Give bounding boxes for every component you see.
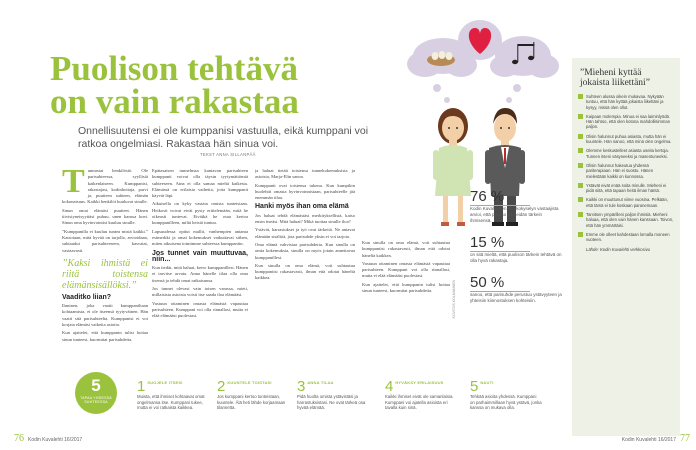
page-number-right: 77 bbox=[680, 433, 690, 444]
tip-item bbox=[297, 380, 369, 411]
tip-number: 5 bbox=[470, 378, 479, 395]
stat-block bbox=[470, 274, 562, 304]
column-2 bbox=[152, 168, 248, 368]
col1-paragraph: unnustat henkilöstö. Ole parisuhteessa, syyllisiä kaikenlaiseen. Kumppanisi, rakastajasi, kodinhoitaja, parvi ja, puutteen suhteen, elämän kokonaisuus. Kaikki henkilöt kuuluvat sinulle. bbox=[62, 168, 148, 205]
article-title: Puolison tehtävä on vain rakastaa bbox=[50, 49, 299, 121]
square-bullet-icon bbox=[578, 148, 583, 153]
page-number-left: 76 bbox=[14, 433, 24, 444]
tip-text: Muista, että ihmiset kohtaavat omat ongelmansa itse. Kumppani tukee, mutta ei voi ratkaista kaikkea. bbox=[137, 394, 205, 410]
sidebar-item: Olisin halunnut puhua asiasta, mutta hän ei kuuntele. Hän sanoo, että minä olen ongelma. bbox=[572, 134, 680, 149]
sidebar-item: Suhteen alussa oikein mukavaa. Nykyään tuntuu, että hän kyttää jokaista liikettäni ja kysyy, missä olen ollut. bbox=[572, 94, 680, 114]
tip-item bbox=[470, 380, 542, 411]
footer-left bbox=[14, 428, 134, 446]
column-3 bbox=[255, 168, 355, 368]
sidebar-item: Kaipaan molempia. Minua ei saa laiminlyödä. Hän tahtoo, että olen kotona mahdollisimman paljon. bbox=[572, 114, 680, 134]
stat-value: 76 % bbox=[470, 188, 505, 205]
square-bullet-icon bbox=[578, 197, 583, 202]
sidebar-item: Ystävät eivät enää soita minulle. Mieheni ei pidä siitä, että tapaan heitä ilman häntä. bbox=[572, 183, 680, 198]
col4-paragraph: Vastuun ottaminen omasta elämästä vapauttaa parisuhteen. Kumppani voi olla rinnallasi, mutta ei elää elämääsi puolestasi. bbox=[362, 260, 450, 279]
column-4 bbox=[362, 240, 450, 365]
column-1 bbox=[62, 168, 148, 368]
sidebar-item: Kaikki on muuttunut viime vuosina. Pelkään, että tämä ei tule koskaan paranemaan. bbox=[572, 197, 680, 212]
col4-paragraph: Kun sinulla on oma elämä, voit suhtautua kumppaniisi rakastavasti, ilman että odotat häneltä kaikkea. bbox=[362, 240, 450, 258]
tip-text: Pidä huolta omista ystävistäsi ja harrastuksistasi. Ne ovat tärkeä osa hyvää elämää. bbox=[297, 394, 366, 410]
article-lead: Onnellisuutensi ei ole kumppanisi vastuulla, eikä kumppani voi ratkoa ongelmiasi. Rakastaa hän sinua voi. bbox=[78, 125, 369, 150]
stat-text: sanoo, että parisuhde perustuu ystävyyteen ja yhteisiin kiinnostuksen kohteisiin. bbox=[470, 292, 562, 303]
col3-paragraph: Kun sinulla on oma elämä, voit suhtautua kumppaniisi rakastavasti, ilman että odotat häneltä kaikkea. bbox=[255, 262, 355, 281]
col1-paragraph: Kun ajattelet, että kumppanin tulisi hoitaa sinun tunteesi, kuormitat parisuhdetta. bbox=[62, 330, 148, 342]
square-bullet-icon bbox=[578, 94, 583, 99]
square-bullet-icon bbox=[578, 232, 583, 237]
col2-paragraph: Aikuisella on kyky vastata omista tunteistaan. Heikosti voivat eivät pysty erittelemään, mitä he oikeasti tuntevat. Eivätkä he osaa kertoa kumppanilleen, miltä heistä tuntuu. bbox=[152, 201, 248, 226]
footer-text-left: Kodin Kuvalehti 16/2017 bbox=[28, 437, 83, 443]
tip-number: 2 bbox=[217, 378, 226, 395]
col2-paragraph: Lapsuudessa opitut mallit, vanhempien antama esimerkki ja omat kokemukset vaikuttavat siihen, miten aikuisena toimimme suhteessa kumppaniin. bbox=[152, 228, 248, 247]
sidebar-title: ”Mieheni kyttää jokaista liikettäni” bbox=[580, 68, 650, 88]
col3-paragraph: Ystävät, harrastukset ja työ ovat tärkeitä. Ne antavat elämään sisältöä, jota parisuhde yksin ei voi tarjota. bbox=[255, 227, 355, 239]
tip-item bbox=[385, 380, 457, 411]
col2-paragraph: Vastuun ottaminen omasta elämästä vapauttaa parisuhteen. Kumppani voi olla rinnallasi, mutta ei elää elämääsi puolestasi. bbox=[152, 300, 248, 319]
sidebar-item: Tarvitsen ympärilleni paljon ihmisiä. Mieheni haluaa, että olen vain hänen kanssaan. Toivon, että hän ymmärtäisi. bbox=[572, 212, 680, 232]
stats-column bbox=[470, 188, 562, 368]
stat-value: 15 % bbox=[470, 234, 505, 251]
stat-block bbox=[470, 188, 562, 224]
footer-right bbox=[600, 428, 690, 446]
tip-title: NAUTI bbox=[480, 380, 494, 385]
square-bullet-icon bbox=[578, 183, 583, 188]
tip-item bbox=[217, 380, 289, 411]
col2-paragraph: Jos tunnet olevasi vain toisen varassa, mieti, millaisista asioista voisit itse saada iloa elämääsi. bbox=[152, 286, 248, 298]
tip-text: Jos kumppani kertoo tunteistaan, kuuntele. Älä heti lähde korjaamaan tilannetta. bbox=[217, 394, 286, 410]
square-bullet-icon bbox=[578, 212, 583, 217]
square-bullet-icon bbox=[578, 134, 583, 139]
sidebar-item: Olisin halunnut hakeutua yhdessä pariterapiaan. Hän ei suostu. Hänen mielestään kaikki on kunnossa. bbox=[572, 163, 680, 183]
tip-text: Kaikki ihmiset eivät ole samanlaisia. Kumppani voi ajatella asioista eri tavalla kuin sinä. bbox=[385, 394, 454, 410]
tip-title: ANNA TILAA bbox=[307, 380, 334, 385]
col4-paragraph: Kun ajattelet, että kumppanin tulisi hoitaa sinun tunteesi, kuormitat parisuhdetta. bbox=[362, 281, 450, 294]
tip-title: SUOJELE ITSESI bbox=[147, 380, 183, 385]
tips-badge-label: TAPAA YHDESSÄ SUHTEESSA bbox=[80, 396, 112, 404]
col3-paragraph: ja haluat tietää toistensa tunnekokemuksista ja asioista, Marja-Elin sanoo. bbox=[255, 168, 355, 180]
tips-row bbox=[52, 375, 562, 415]
col3-paragraph: Kumppanit ovat toistensa tukena. Kun kumpikin huolehtii omasta hyvinvoinnistaan, parisuhteelle jää enemmän tilaa. bbox=[255, 182, 355, 201]
col3-paragraph: Oma elämä vahvistaa parisuhdetta. Kun sinulla on omia kokemuksia, sinulla on myös jotain annettavaa kumppanillesi. bbox=[255, 241, 355, 260]
square-bullet-icon bbox=[578, 114, 583, 119]
tip-title: KUUNTELE TOISTASI bbox=[227, 380, 272, 385]
sidebar-item: Emme ole olleet kahdestaan lomalla moneen vuoteen. bbox=[572, 232, 680, 247]
subheading: Vaaditko liian? bbox=[62, 293, 112, 301]
pull-quote: ”Kaksi ihmistä ei riitä toistensa elämänsisällöksi.” bbox=[62, 257, 148, 291]
tip-text: Tehkää asioita yhdessä. Kumppani on parhaimmillaan hyvä ystävä, jonka kanssa on mukava olla. bbox=[470, 394, 542, 410]
drop-cap: T bbox=[62, 168, 85, 200]
stat-text: on sitä mieltä, että puolison tärkein tehtävä on olla hyvä rakastaja. bbox=[470, 252, 562, 263]
stat-text: Kodin Kuvalehden verkkokyselyn vastaajista arvioi, että puoliso on heidän tärkein ihmisensä. bbox=[470, 206, 559, 223]
subheading: Hanki myös ihan oma elämä bbox=[255, 203, 349, 211]
col2-paragraph: Epätasaisen tunnelmaa kantavan parisuhteen kumppanit voivat olla täysin tyytymättömiä suhteeseen. Aina ei olla samaa mieltä kaikesta. Elämässä on erilaisia vaiheita, joita kumppanit käyvät läpi. bbox=[152, 168, 248, 199]
col1-paragraph: ”Kumppanilla ei kuuluu tuntea mistä kaikki.” Katsotaan, mitä hyvää on tarjolla, arvioidaan, suhtaudut parisuhteeseen, kasvatat, vastaavasti. bbox=[62, 228, 148, 253]
tip-item bbox=[137, 380, 209, 411]
subheading: Jos tunnet vain muuttuvaa, niin... bbox=[152, 249, 248, 263]
article-credit: TEKST ANNA SILLANPÄÄ bbox=[200, 152, 256, 157]
square-bullet-icon bbox=[578, 163, 583, 168]
col1-paragraph: Ihminen, joka vaatii kumppaniltaan kohtaamista, ei ole itseensä tyytyväinen. Hän vaatii sitä parisuhteelta. Kumppanisi ei voi korjata elämäsi vaikeita asioita. bbox=[62, 303, 148, 328]
tip-number: 1 bbox=[137, 378, 146, 395]
tip-number: 4 bbox=[385, 378, 394, 395]
tip-number: 3 bbox=[297, 378, 306, 395]
sidebar-item: Olemme keskustelleet asiasta useita kertoja. Tunnen itseni väsyneeksi ja masentuneeksi. bbox=[572, 148, 680, 163]
sidebar-box bbox=[572, 58, 680, 436]
sidebar-source: Lähde: Kodin Kuvalehti verkkosivu bbox=[586, 246, 651, 252]
tip-title: HYVÄKSY ERILAISUUS bbox=[395, 380, 444, 385]
col2-paragraph: Kun tiedät, mitä haluat, kerro kumppanillesi. Hänen ei tarvitse arvata. Anna hänelle tilaa olla oma itsensä ja tehdä omat ratkaisunsa. bbox=[152, 265, 248, 283]
stat-block bbox=[470, 234, 562, 264]
footer-text-right: Kodin Kuvalehti 16/2017 bbox=[621, 437, 676, 443]
woman-figure bbox=[433, 108, 473, 226]
tips-badge-number: 5 bbox=[91, 376, 101, 395]
col1-paragraph: Sinun omat elämäsi puutteet. Hänen tiivistyneisyyttäsi puhuu, unen kanssa koet. Sinun oma hyvinvointisi kuuluu sinulle. bbox=[62, 207, 148, 226]
col3-paragraph: Jos haluat tehdä elämästäsi merkityksellistä, katso ensin itseäsi. Mitä haluat? Mikä tuottaa sinulle iloa? bbox=[255, 212, 355, 225]
stat-value: 50 % bbox=[470, 274, 505, 291]
photo-credit: KUVITUS KOLMANNEN bbox=[452, 280, 456, 319]
